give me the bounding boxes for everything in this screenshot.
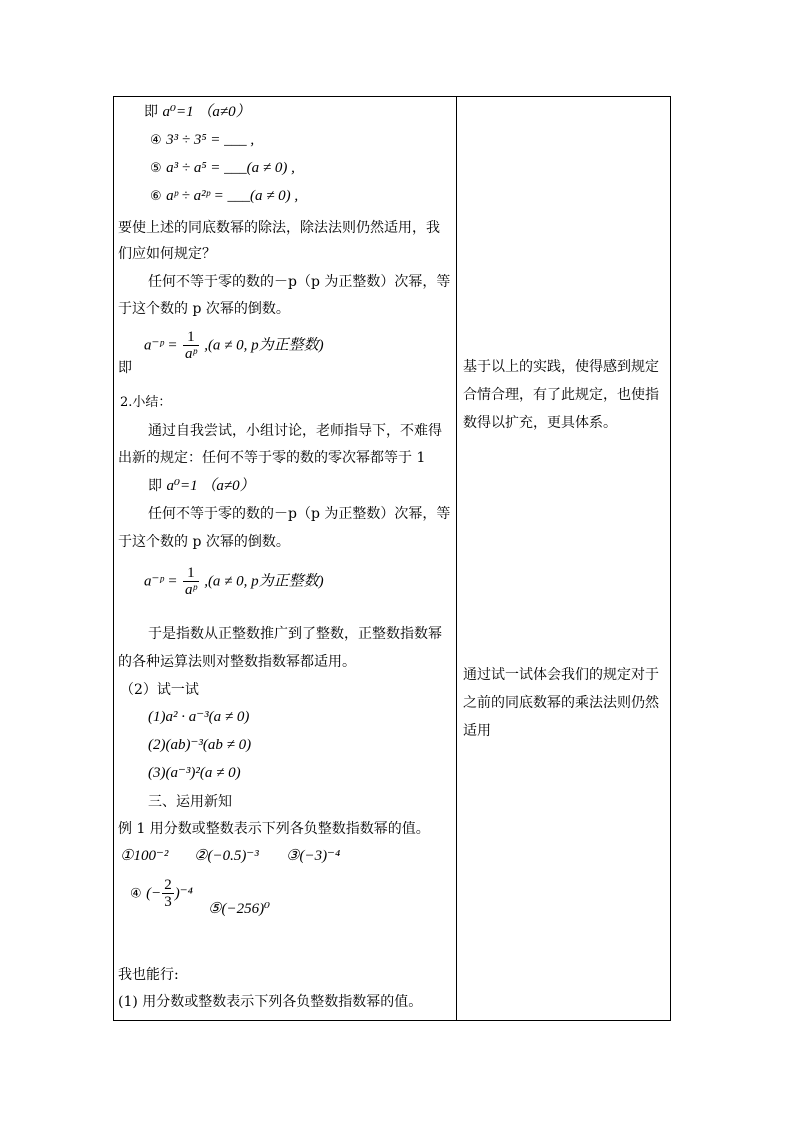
try-item-3: (3)(a⁻³)²(a ≠ 0) [148, 765, 241, 781]
section-3-title: 三、运用新知 [148, 794, 232, 810]
exercise-5: ⑤ a³ ÷ a⁵ = ___(a ≠ 0) , [150, 160, 295, 176]
try-item-1: (1)a² · a⁻³(a ≠ 0) [148, 709, 250, 725]
question-line-2: 们应如何规定？ [118, 246, 216, 262]
lesson-table [113, 96, 671, 1021]
example-item-4: ④ (− $\frac{2}{3}$ )⁻⁴ [130, 877, 193, 910]
fraction-1: $\frac{1}{\text{aᵖ}}$ [184, 329, 197, 362]
negative-exponent-formula-1: a⁻ᵖ = $\frac{1}{\text{aᵖ}}$ ,(a ≠ 0, p为正整数) [144, 329, 324, 362]
zero-power-rule-line: 即 a⁰=1 （a≠0） [144, 104, 251, 120]
summary-line-2: 出新的规定：任何不等于零的数的零次幂都等于 1 [118, 450, 426, 466]
extension-line-2: 的各种运算法则对整数指数幂都适用。 [118, 654, 356, 670]
exercise-4: ④ 3³ ÷ 3⁵ = ___ , [150, 132, 255, 148]
also-item-1: (1) 用分数或整数表示下列各负整数指数幂的值。 [118, 994, 423, 1010]
right-column [457, 97, 670, 1020]
design-note-1: 基于以上的实践，使得感到规定合情合理，有了此规定，也使指数得以扩充，更具体系。 [463, 359, 659, 431]
example-1-title: 例 1 用分数或整数表示下列各负整数指数幂的值。 [118, 821, 430, 837]
try-title: （2）试一试 [120, 682, 199, 698]
summary-title: 2.小结： [120, 395, 172, 410]
summary-line-5: 于这个数的 p 次幂的倒数。 [118, 534, 290, 550]
formula-1-prefix: 即 [118, 360, 132, 376]
example-item-3: ③(−3)⁻⁴ [286, 848, 341, 864]
summary-line-4: 任何不等于零的数的－p（p 为正整数）次幂，等 [148, 506, 451, 522]
also-title: 我也能行: [118, 967, 179, 983]
design-note-2: 通过试一试体会我们的规定对于之前的同底数幂的乘法法则仍然适用 [463, 667, 659, 739]
example-item-1: ①100⁻² [120, 848, 169, 864]
question-line-1: 要使上述的同底数幂的除法，除法法则仍然适用，我 [118, 220, 440, 236]
rule-line-2: 于这个数的 p 次幂的倒数。 [118, 301, 290, 317]
example-item-5: ⑤(−256)⁰ [208, 901, 271, 917]
extension-line-1: 于是指数从正整数推广到了整数，正整数指数幂 [148, 626, 442, 642]
rule-line-1: 任何不等于零的数的－p（p 为正整数）次幂，等 [148, 274, 451, 290]
fraction-two-thirds: $\frac{2}{3}$ [164, 877, 172, 910]
negative-exponent-formula-2: a⁻ᵖ = $\frac{1}{\text{aᵖ}}$ ,(a ≠ 0, p为正整数) [144, 565, 324, 598]
try-item-2: (2)(ab)⁻³(ab ≠ 0) [148, 737, 252, 753]
exercise-6: ⑥ aᵖ ÷ a²ᵖ = ___(a ≠ 0) , [150, 188, 299, 204]
fraction-2: $\frac{1}{\text{aᵖ}}$ [184, 565, 197, 598]
left-column [114, 97, 456, 1020]
summary-line-1: 通过自我尝试，小组讨论，老师指导下，不难得 [148, 423, 442, 439]
summary-zero-rule: 即 a⁰=1 （a≠0） [148, 478, 255, 494]
example-item-2: ②(−0.5)⁻³ [194, 848, 259, 864]
